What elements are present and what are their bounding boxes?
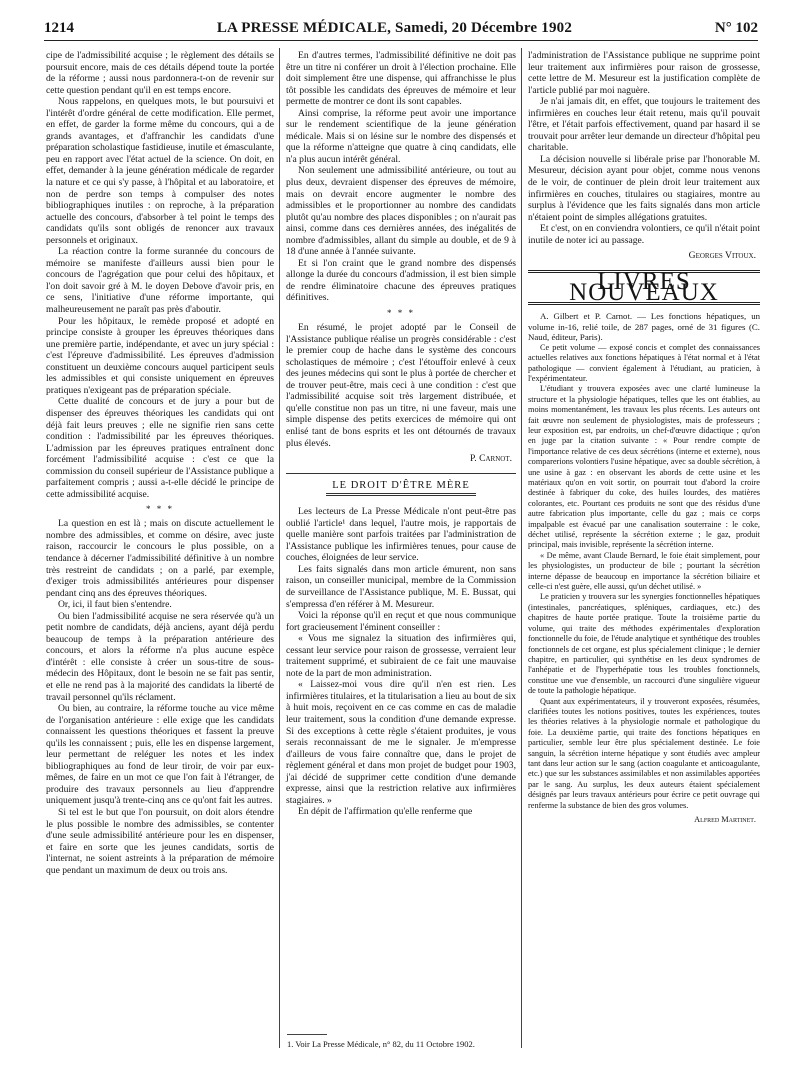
column-3 [528, 50, 760, 825]
paragraph: Les lecteurs de La Presse Médicale n'ont peut-être pas oublié l'article¹ dans lequel, l'autre mois, je rapportais de quelle manière sont parfois traitées par l'administration de l'Assistance publique les infirmières tenues, pour cause de couches, éloignées de leur service. [286, 506, 516, 564]
paragraph: Ou bien, au contraire, la réforme touche au vice même de l'organisation antérieure : elle exige que les candidats connaissent les questions théoriques et fassent la preuve qu'ils les connaissent ; puis, elle les en dispense largement, leur permettant de reléguer les notes et les index bibliographiques au fond de leur tiroir, de voir par eux-mêmes, de faire en un mot ce que l'on fait à l'étranger, de produire des travaux personnels au lieu d'apprendre uniquement jusqu'à trente-cinq ans ce qu'ont fait les autres. [46, 703, 274, 807]
paragraph: Quant aux expérimentateurs, il y trouveront exposées, résumées, clarifiées toutes les notions positives, toutes les expériences, toutes les théories relatives à la physiologie normale et pathologique du foie. La deuxième partie, qui traite des fonctions hépatiques en particulier, semble leur être plus spécialement destinée. Le foie sanguin, la sécrétion interne hépatique y sont étudiés avec ampleur tant dans leur action sur le sang (action coagulante et anticoagulante, etc.) que sur les substances assimilables et non assimilables apportées par le sang. Au surplus, les deux auteurs étaient spécialement désignés par leurs travaux antérieurs pour écrire ce petit ouvrage qui renferme la substance de bien des gros volumes. [528, 696, 760, 810]
paragraph: L'étudiant y trouvera exposées avec une clarté lumineuse la structure et la physiologie hépatiques, telles que les ont établies, au moins momentanément, les travaux les plus récents. Les auteurs ont fait œuvre non seulement de physiologistes, mais de professeurs ; leur exposition est, par endroits, un chef-d'œuvre didactique ; qu'on en juge par la citation suivante : « Pour rendre compte de l'importance relative de ces deux sécrétions (interne et externe), nous comparerions volontiers l'usine hépatique, avec sa double sécrétion, à une usine à gaz : en observant les abords de cette usine et les matériaux qu'on en voit sortir, on pourrait tout d'abord la croire destinée à fabriquer du coke, des huiles lourdes, des matières colorantes, etc. Pourtant ces produits ne sont que des résidus d'une autre fabrication plus importante, celle du gaz ; mais ce corps impalpable est évacué par une canalisation souterraine : le coke, déchet utilisé, représente la sécrétion externe ; le gaz, produit principal, mais invisible, représente la sécrétion interne. [528, 384, 760, 550]
issue-number: N° 102 [714, 19, 758, 36]
header-rule [44, 40, 758, 41]
paragraph: Si tel est le but que l'on poursuit, on doit alors étendre le plus possible le nombre des admissibles, se contenter d'une seule admissibilité antérieure pour les en dispenser, et faire en sorte que les jeunes candidats, sortis de l'internat, ne soient astreints à la préparation de mémoire que pendant un maximum de deux ou trois ans. [46, 807, 274, 876]
paragraph: Or, ici, il faut bien s'entendre. [58, 599, 172, 611]
paragraph: Et si l'on craint que le grand nombre des dispensés allonge la durée du concours d'admission, il est bien simple de rendre éliminatoire chacune des épreuves pratiques définitives. [286, 257, 516, 304]
paragraph: Et c'est, on en conviendra volontiers, ce qu'il n'était point inutile de noter ici au passage. [528, 223, 760, 246]
paragraph: cipe de l'admissibilité acquise ; le règlement des détails se poursuit encore, mais de ces détails dépend toute la portée de la réforme ; aussi nous pardonnera-t-on de revenir sur cette question pendant qu'il en est temps encore. [46, 50, 274, 96]
column-1 [46, 50, 274, 876]
paragraph: La décision nouvelle si libérale prise par l'honorable M. Mesureur, décision ayant pour objet, comme nous venons de le voir, de continuer de plein droit leur traitement aux infirmières en couches, titulaires ou stagiaires, montre au surplus à l'évidence que les faits signalés dans mon article n'étaient point de simples allégations gratuites. [528, 153, 760, 223]
article-title [286, 473, 516, 497]
column-separator [279, 48, 280, 1048]
paragraph: Voici la réponse qu'il en reçut et que nous communique fort gracieusement l'éminent conseiller : [286, 610, 516, 633]
quoted-paragraph: « Laissez-moi vous dire qu'il n'en est rien. Les infirmières titulaires, et la titularisation a lieu au bout de six à huit mois, reçoivent en ce cas comme en cas de maladie leur traitement, sous la condition d'une demande expresse. Si des exceptions à cette règle s'étaient produites, je vous serais reconnaissant de me le signaler. Je m'empresse d'ailleurs de vous faire connaître que, dans le projet de règlement général et dans mon projet de budget pour 1903, j'ai décidé de supprimer cette condition d'une demande expresse, ainsi que la restriction relative aux infirmières stagiaires. » [286, 679, 516, 806]
journal-title: LA PRESSE MÉDICALE, Samedi, 20 Décembre 1902 [216, 19, 573, 36]
paragraph: La question en est là ; mais on discute actuellement le nombre des admissibles, et comme on désire, avec juste raison, raccourcir le concours le plus possible, on a tendance à décerner l'admissibilité définitive à un nombre très restreint de candidats ; on a parlé, par exemple, d'exiger trois admissibilités antérieures pour dispenser pendant cinq ans des épreuves théoriques. [46, 518, 274, 599]
paragraph: Le praticien y trouvera sur les synergies fonctionnelles hépatiques (intestinales, pancréatiques, spléniques, cardiaques, etc.) des chapitres de haute portée pratique. Toute la troisième partie du volume, qui traite des méthodes expérimentales d'exploration fonctionnelle du foie, de l'étude analytique et synthétique des troubles fonctionnels de cet organe, est plus spécialement clinique ; le dernier chapitre, en particulier, qui synthétise en les deux syndromes de l'anhépatie et de l'hyperhépatie tous les troubles fonctionnels, constitue une vue d'ensemble, un raccourci d'une singulière vigueur de toute la pathologie hépatique. [528, 592, 760, 696]
paragraph: Je n'ai jamais dit, en effet, que toujours le traitement des infirmières en couches leur était retenu, mais qu'il pouvait l'être, et l'était parfois effectivement, quand par hasard il se trouvait pour arrêter leur demande un directeur d'hôpital peu charitable. [528, 96, 760, 154]
section-stars: * * * [146, 504, 174, 515]
article-title-text: LE DROIT D'ÊTRE MÈRE [326, 480, 475, 497]
paragraph: Nous rappelons, en quelques mots, le but poursuivi et l'intérêt d'ordre général de cette modification. Elle permet, en effet, de garder la forme même du concours, qui a de grands avantages, et d'affranchir les candidats d'une préparation scholastique fastidieuse, inutile et émasculante, peu en rapport avec l'état actuel de la science. On doit, en effet, demander à la jeune génération médicale de regarder la nature et ce qui s'y passe, à l'hôpital et au laboratoire, et non de perdre son temps à compulser des notes bibliographiques inutiles : on reproche, à la préparation actuelle des concours, d'absorber à tel point le temps des candidats qu'ils sont obligés de renoncer aux travaux personnels et originaux. [46, 96, 274, 246]
footnote: 1. Voir La Presse Médicale, n° 82, du 11 Octobre 1902. [287, 1039, 475, 1049]
section-stars: * * * [387, 308, 415, 319]
paragraph: En résumé, le projet adopté par le Conseil de l'Assistance publique réalise un progrès considérable : c'est le premier coup de hache dans le système des concours scholastiques de mémoire ; c'est l'étouffoir enlevé à ceux des jeunes médecins qui sont le plus à portée de chercher et de trouver peut-être, mais ceci à une condition : c'est que l'admissibilité acquise soit très largement distribuée, et qu'elle constitue non pas un titre, ni une faveur, mais une simple dispense des petits exercices de mémoire qui ont enlisé tant de bons esprits et les ont détournés de travaux plus élevés. [286, 322, 516, 449]
paragraph: Pour les hôpitaux, le remède proposé et adopté en principe consiste à grouper les épreuves théoriques dans une première partie, indépendante, et avec un jury spécial : c'est l'épreuve d'admissibilité. Les épreuves d'admission constituent un deuxième concours auquel participent seuls les admissibles et qui consiste uniquement en épreuves pratiques n'exigeant pas de préparation spéciale. [46, 315, 274, 396]
paragraph: Ainsi comprise, la réforme peut avoir une importance sur le rendement scientifique de la jeune génération médicale. Mais si on lésine sur le nombre des dispensés et que la réforme n'atteigne que quatre à cinq candidats, elle n'a plus aucun intérêt général. [286, 107, 516, 165]
page-header [44, 15, 758, 41]
paragraph: Les faits signalés dans mon article émurent, non sans raison, un conseiller municipal, membre de la Commission de surveillance de l'Assistance publique, M. E. Bussat, qui s'empressa d'en référer à M. Mesureur. [286, 563, 516, 610]
footnote-rule [287, 1034, 327, 1035]
paragraph: Ce petit volume — exposé concis et complet des connaissances actuelles relatives aux fonctions hépatiques à l'état normal et à l'état pathologique — convient également à l'étudiant, au praticien, à l'expérimentateur. [528, 342, 760, 383]
paragraph: Ou bien l'admissibilité acquise ne sera réservée qu'à un petit nombre de candidats, déjà anciens, ayant déjà perdu beaucoup de temps à la préparation antérieure des concours, et alors la réforme n'a plus aucune espèce d'intérêt : elle consiste à créer un sous-titre de sous-médecin des Hôpitaux, dont le besoin ne se fait pas sentir, et elle ne rend pas à la majorité des candidats la liberté de travail personnel qu'ils réclament. [46, 610, 274, 703]
paragraph: Non seulement une admissibilité antérieure, ou tout au plus deux, devraient dispenser des épreuves de mémoire, mais on devrait encore augmenter le nombre des admissibles et le proportionner au nombre des candidats plutôt qu'au nombre des places disponibles ; on n'aurait pas ainsi, comme dans ces dernières années, des inégalités de nombre d'admissibles, allant du simple au double, et de 9 à 18 d'une année à l'année suivante. [286, 165, 516, 258]
quoted-paragraph: « Vous me signalez la situation des infirmières qui, cessant leur service pour raison de grossesse, verraient leur traitement supprimé, et subiraient de ce fait une mauvaise note de la part de mon administration. [286, 633, 516, 679]
review-body [528, 343, 760, 826]
page-number: 1214 [44, 19, 74, 36]
author-signature: P. Carnot. [470, 453, 512, 465]
paragraph: En d'autres termes, l'admissibilité définitive ne doit pas être un titre ni conférer un droit à l'élection prochaine. Elle doit simplement être une dispense, qui affranchisse le plus tôt possible les candidats des épreuves de mémoire et leur permette de montrer ce dont ils sont capables. [286, 50, 516, 108]
column-separator [521, 48, 522, 1048]
author-signature: Alfred Martinet. [694, 815, 756, 824]
book-reference: A. Gilbert et P. Carnot. — Les fonctions hépatiques, un volume in-16, relié toile, de 287 pages, orné de 31 figures (C. Naud, éditeur, Paris). [528, 310, 760, 343]
author-signature: Georges Vitoux. [688, 250, 756, 262]
paragraph: En dépit de l'affirmation qu'elle renferme que [298, 806, 473, 818]
paragraph: La réaction contre la forme surannée du concours de mémoire se manifeste d'ailleurs aussi bien pour le concours de l'agrégation que pour celui des hôpitaux, et l'on doit savoir gré à M. le doyen Debove d'avoir pris, en ce sens, l'initiative d'une réforme importante, qui malheureusement ne paraît pas près d'aboutir. [46, 246, 274, 316]
paragraph: « De même, avant Claude Bernard, le foie était simplement, pour les physiologistes, un producteur de bile ; pourtant la sécrétion interne dépasse de beaucoup en importance la sécrétion biliaire et celle-ci n'est guère, elle aussi, qu'un déchet utilisé. » [528, 550, 760, 592]
paragraph: l'administration de l'Assistance publique ne supprime point leur traitement aux infirmières pour raison de grossesse, cette lettre de M. Mesureur est la justification complète de l'article publié par moi naguère. [528, 50, 760, 96]
section-heading: LIVRES NOUVEAUX [528, 270, 760, 305]
paragraph: Cette dualité de concours et de jury a pour but de dispenser des épreuves théoriques les candidats qui ont déjà fait leurs preuves ; elle ne signifie rien sans cette condition : l'admissibilité par les épreuves théoriques. L'admission par les épreuves pratiques entraînent donc forcément l'admissibilité acquise : c'est ce que la commission du conseil supérieur de l'Assistance publique a parfaitement compris ; aussi a-t-elle décidé le principe de cette admissibilité acquise. [46, 396, 274, 500]
column-2 [286, 50, 516, 818]
